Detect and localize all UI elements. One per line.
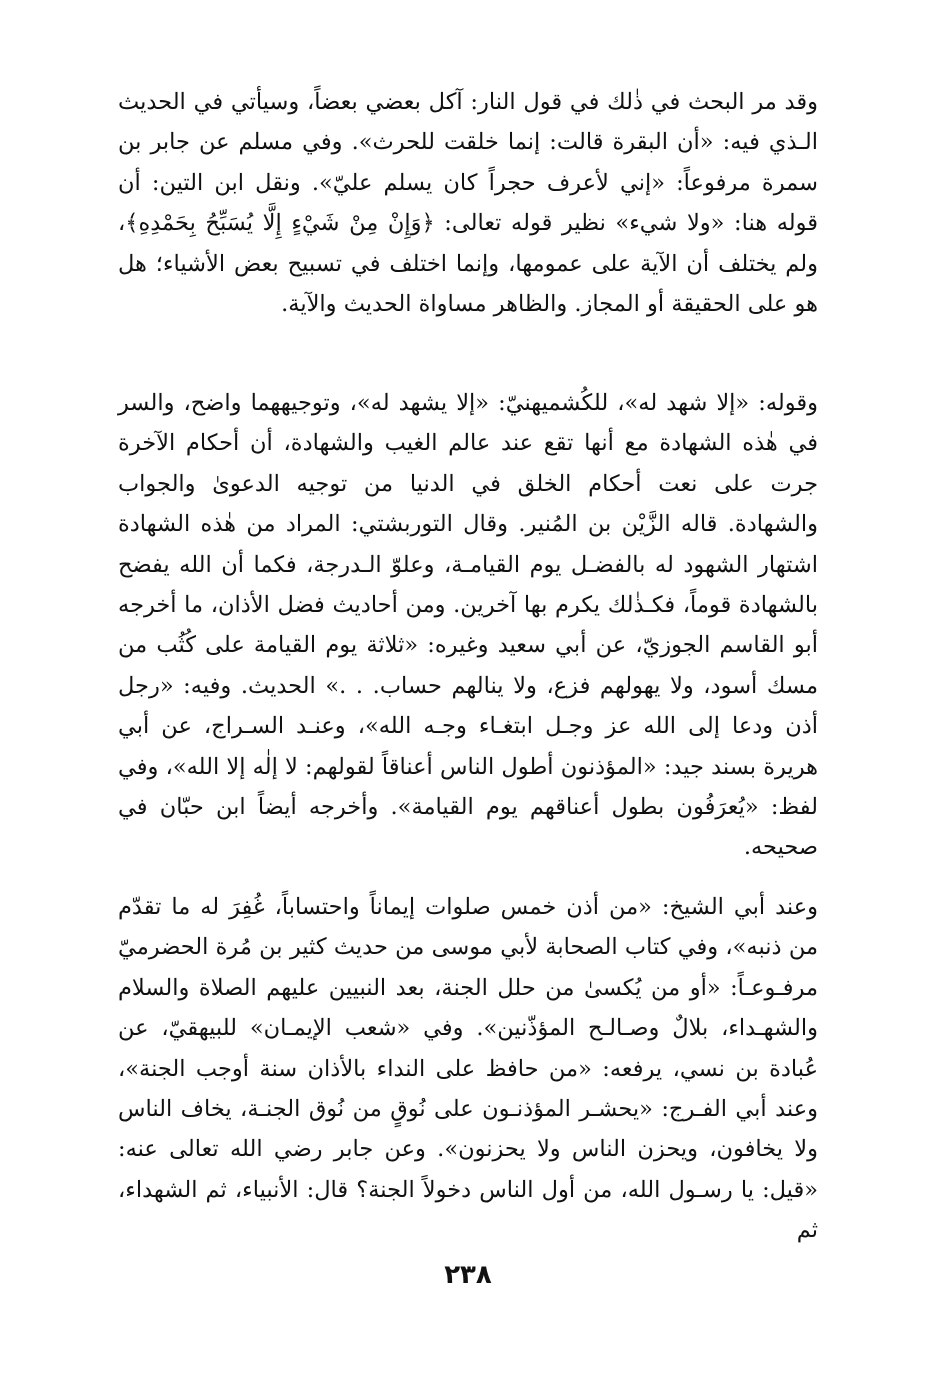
paragraph-1: [118, 82, 818, 324]
paragraph-3: [118, 887, 818, 1251]
paragraph-2-text: وقوله: «إلا شهد له»، للكُشميهنيّ: «إلا يشهد له»، وتوجيههما واضح، والسر في هٰذه الشهادة مع أنها تقع عند عالم الغيب والشهادة، أن أحكام الآخرة جرت على نعت أحكام الخلق في الدنيا من توجيه الدعوىٰ والجواب والشهادة. قاله الزَّيْن بن المُنير. وقال التوربشتي: المراد من هٰذه الشهادة اشتهار الشهود له بالفضـل يوم القيامـة، وعلوّ الـدرجة، فكما أن الله يفضح بالشهادة قوماً، فكـذٰلك يكرم بها آخرين. ومن أحاديث فضل الأذان، ما أخرجه أبو القاسم الجوزيّ، عن أبي سعيد وغيره: «ثلاثة يوم القيامة على كُثُب من مسك أسود، ولا يهولهم فزع، ولا ينالهم حساب. . .» الحديث. وفيه: «رجل أذن ودعا إلى الله عز وجـل ابتغـاء وجـه الله»، وعنـد السـراج، عن أبي هريرة بسند جيد: «المؤذنون أطول الناس أعناقاً لقولهم: لا إلٰه إلا الله»، وفي لفظ: «يُعرَفُون بطول أعناقهم يوم القيامة». وأخرجه أيضاً ابن حبّان في صحيحه.: [118, 390, 818, 861]
paragraph-2: [118, 383, 818, 868]
paragraph-3-text: وعند أبي الشيخ: «من أذن خمس صلوات إيماناً واحتساباً، غُفِرَ له ما تقدّم من ذنبه»، وفي كتاب الصحابة لأبي موسى من حديث كثير بن مُرة الحضرميّ مرفـوعـاً: «أو من يُكسىٰ من حلل الجنة، بعد النبيين عليهم الصلاة والسلام والشهـداء، بلالٌ وصـالـح المؤذّنين». وفي «شعب الإيمـان» للبيهقيّ، عن عُبادة بن نسي، يرفعه: «من حافظ على النداء بالأذان سنة أوجب الجنة»، وعند أبي الفـرج: «يحشـر المؤذنـون على نُوقٍ من نُوق الجنـة، يخاف الناس ولا يخافون، ويحزن الناس ولا يحزنون». وعن جابر رضي الله تعالى عنه: «قيل: يا رسـول الله، من أول الناس دخولاً الجنة؟ قال: الأنبياء، ثم الشهداء، ثم: [118, 894, 818, 1244]
paragraph-1-text: وقد مر البحث في ذٰلك في قول النار: آكل بعضي بعضاً، وسيأتي في الحديث الـذي فيه: «أن البقرة قالت: إنما خلقت للحرث». وفي مسلم عن جابر بن سمرة مرفوعاً: «إني لأعرف حجراً كان يسلم عليّ». ونقل ابن التين: أن قوله هنا: «ولا شيء» نظير قوله تعالى: ﴿وَإِنْ مِنْ شَيْءٍ إِلَّا يُسَبِّحُ بِحَمْدِهِ﴾، ولم يختلف أن الآية على عمومها، وإنما اختلف في تسبيح بعض الأشياء؛ هل هو على الحقيقة أو المجاز. والظاهر مساواة الحديث والآية.: [118, 89, 818, 318]
page-number: ٢٣٨: [444, 1260, 492, 1290]
